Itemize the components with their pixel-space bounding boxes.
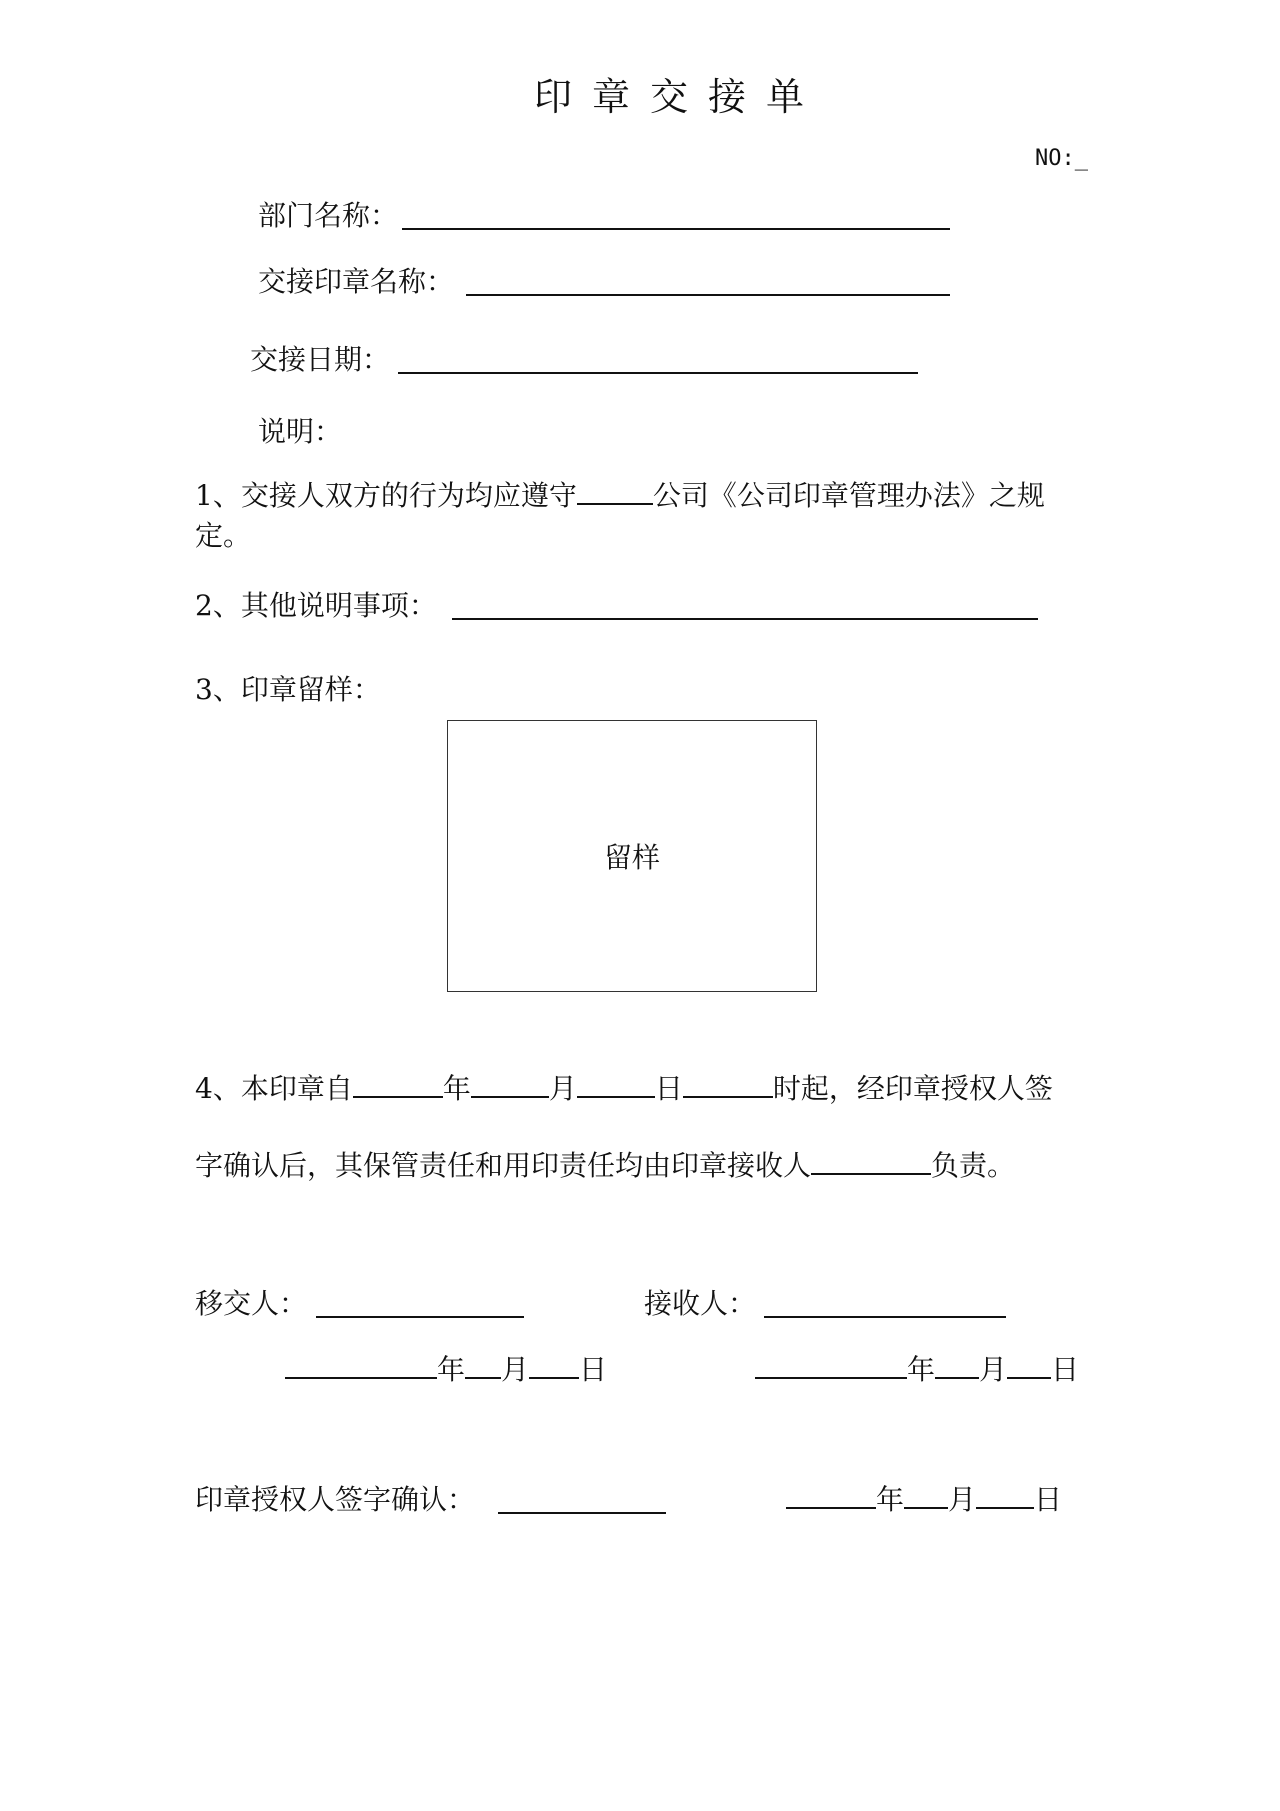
company-blank[interactable] xyxy=(577,479,653,505)
authorizer-day-blank[interactable] xyxy=(976,1483,1034,1509)
item-4-line-1: 4、本印章自 年 月 日 时起，经印章授权人签 xyxy=(195,1072,1053,1105)
receiver-label: 接收人： xyxy=(644,1287,757,1320)
department-field[interactable] xyxy=(402,228,950,230)
transferor-label: 移交人： xyxy=(195,1287,308,1320)
authorizer-label: 印章授权人签字确认： xyxy=(195,1483,476,1516)
page-title: 印章交接单 xyxy=(534,75,825,119)
start-day-blank[interactable] xyxy=(577,1072,655,1098)
remark-label: 说明： xyxy=(258,415,343,448)
department-label: 部门名称： xyxy=(258,199,399,232)
receiver-field[interactable] xyxy=(764,1316,1006,1318)
seal-sample-label: 留样 xyxy=(603,841,660,874)
transferor-year-blank[interactable] xyxy=(285,1353,437,1379)
item-1-line-1: 1、交接人双方的行为均应遵守 公司《公司印章管理办法》之规 xyxy=(195,479,1045,512)
authorizer-month-blank[interactable] xyxy=(904,1483,948,1509)
item-3-label: 3、印章留样： xyxy=(195,673,381,706)
other-notes-field[interactable] xyxy=(452,618,1038,620)
handover-date-field[interactable] xyxy=(398,372,918,374)
start-year-blank[interactable] xyxy=(353,1072,443,1098)
transferor-date: 年 月 日 xyxy=(285,1352,607,1388)
document-number: NO:_ xyxy=(1035,146,1088,171)
authorizer-year-blank[interactable] xyxy=(786,1483,876,1509)
start-month-blank[interactable] xyxy=(471,1072,549,1098)
seal-sample-box[interactable] xyxy=(447,720,817,992)
handover-date-label: 交接日期： xyxy=(250,343,391,376)
seal-name-field[interactable] xyxy=(466,294,950,296)
authorizer-field[interactable] xyxy=(498,1512,666,1514)
receiver-day-blank[interactable] xyxy=(1007,1353,1051,1379)
receiver-month-blank[interactable] xyxy=(935,1353,979,1379)
transferor-field[interactable] xyxy=(316,1316,524,1318)
item-4-line-2: 字确认后，其保管责任和用印责任均由印章接收人 负责。 xyxy=(195,1149,1016,1182)
transferor-day-blank[interactable] xyxy=(529,1353,579,1379)
receiver-year-blank[interactable] xyxy=(755,1353,907,1379)
receiver-blank[interactable] xyxy=(811,1149,931,1175)
item-1-line-2: 定。 xyxy=(195,519,252,552)
authorizer-date: 年 月 日 xyxy=(786,1482,1062,1518)
transferor-month-blank[interactable] xyxy=(465,1353,501,1379)
receiver-date: 年 月 日 xyxy=(755,1352,1079,1388)
item-2-label: 2、其他说明事项： xyxy=(195,589,437,622)
start-time-blank[interactable] xyxy=(683,1072,773,1098)
seal-name-label: 交接印章名称： xyxy=(258,265,455,298)
